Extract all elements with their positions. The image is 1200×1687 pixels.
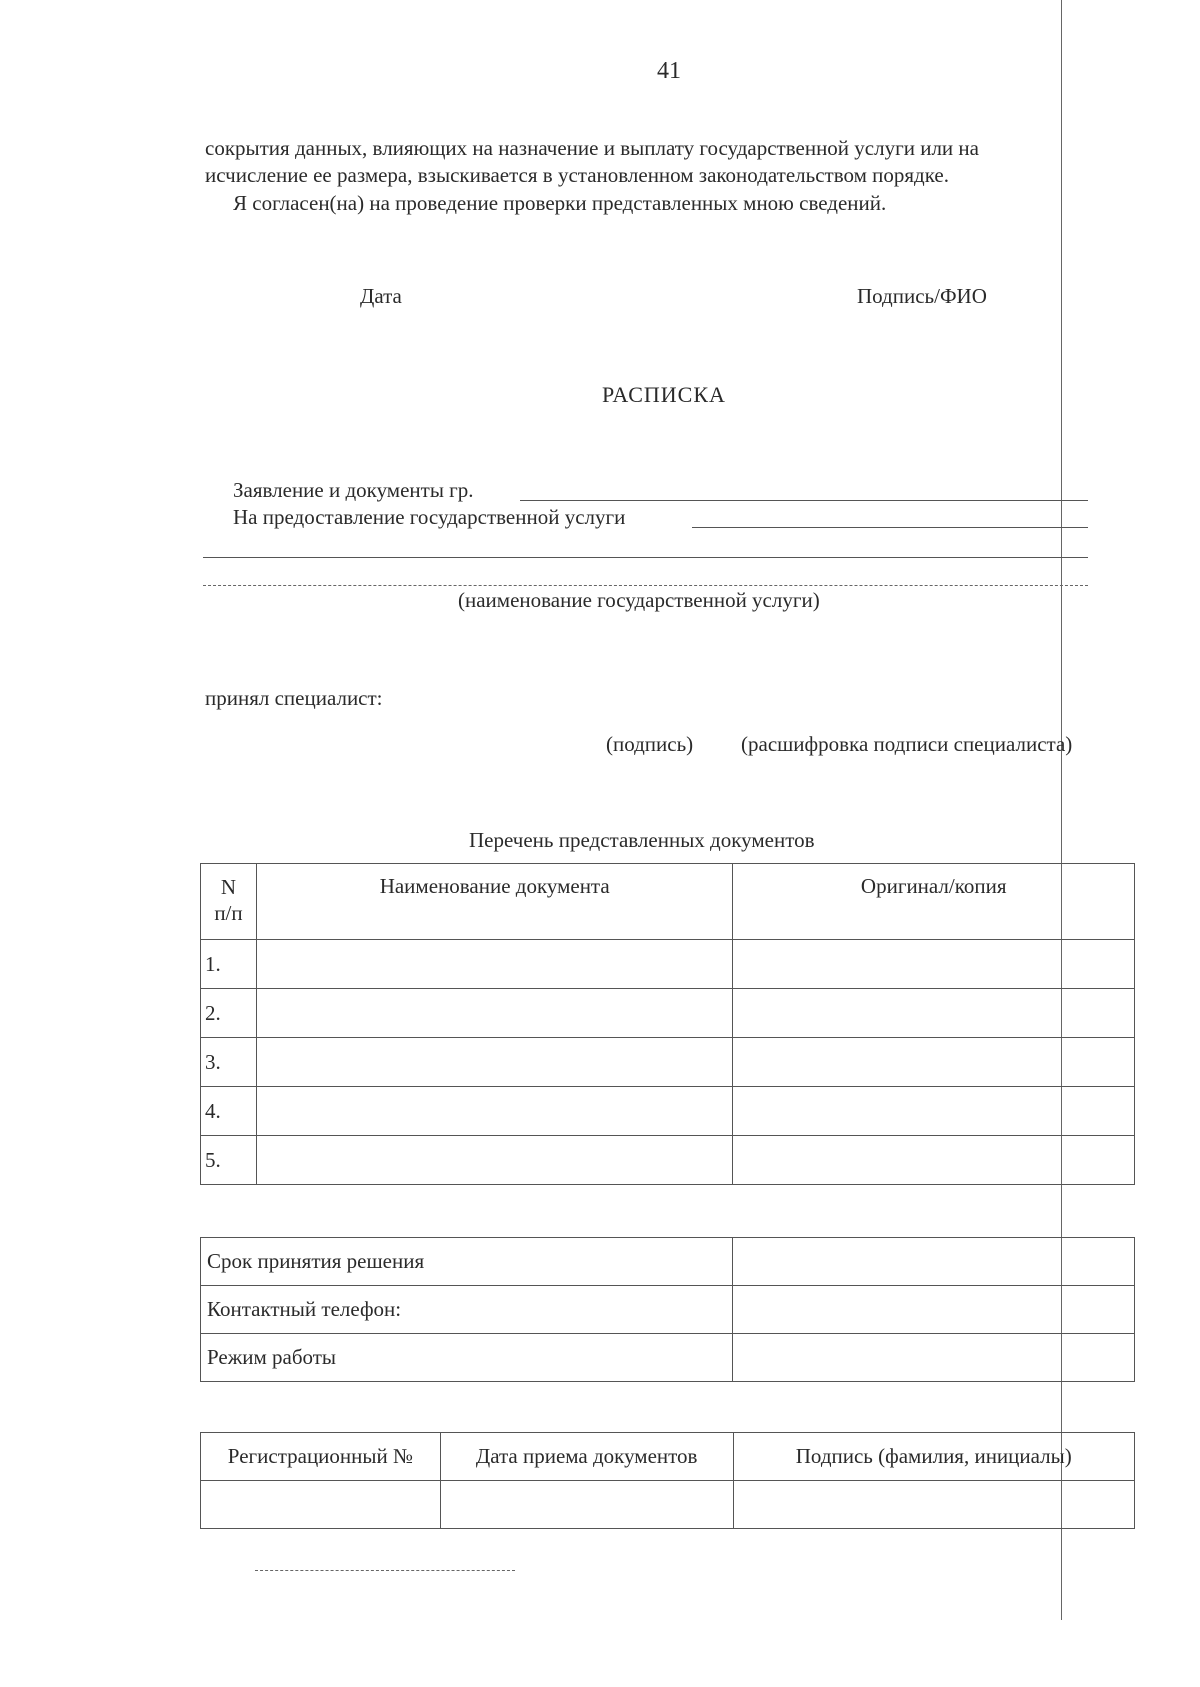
row-num: 5.	[201, 1136, 257, 1185]
service-label: На предоставление государственной услуги	[233, 505, 626, 529]
row-orig-copy[interactable]	[733, 1136, 1135, 1185]
header-reg-no: Регистрационный №	[201, 1433, 441, 1481]
info-label-deadline: Срок принятия решения	[201, 1238, 733, 1286]
table-row	[201, 1087, 1135, 1136]
bottom-separator	[255, 1570, 515, 1571]
row-doc-name[interactable]	[256, 940, 732, 989]
documents-table	[200, 863, 1135, 1185]
service-fill-line	[692, 527, 1088, 528]
row-orig-copy[interactable]	[733, 1038, 1135, 1087]
service-name-line-1	[203, 557, 1088, 558]
info-value-phone[interactable]	[733, 1286, 1135, 1334]
applicant-fill-line	[520, 500, 1088, 501]
info-label-phone: Контактный телефон:	[201, 1286, 733, 1334]
table-row	[201, 1038, 1135, 1087]
receipt-date-value[interactable]	[440, 1481, 733, 1529]
info-table	[200, 1237, 1135, 1382]
service-caption: (наименование государственной услуги)	[458, 588, 820, 612]
header-receipt-date: Дата приема документов	[440, 1433, 733, 1481]
intro-line-2: исчисление ее размера, взыскивается в установленном законодательством порядке.	[205, 163, 949, 187]
table-row	[201, 1334, 1135, 1382]
table-row	[201, 989, 1135, 1038]
info-label-hours: Режим работы	[201, 1334, 733, 1382]
row-num: 2.	[201, 989, 257, 1038]
table-row	[201, 1481, 1135, 1529]
intro-line-3: Я согласен(на) на проведение проверки представленных мною сведений.	[233, 191, 887, 215]
row-doc-name[interactable]	[256, 1136, 732, 1185]
registration-table	[200, 1432, 1135, 1529]
page-number: 41	[657, 58, 681, 84]
row-doc-name[interactable]	[256, 989, 732, 1038]
header-num: N п/п	[201, 864, 257, 940]
row-num: 3.	[201, 1038, 257, 1087]
table-row	[201, 940, 1135, 989]
accepted-label: принял специалист:	[205, 686, 383, 710]
signature-caption: (подпись)	[606, 732, 694, 756]
table-row	[201, 1286, 1135, 1334]
table-row	[201, 1136, 1135, 1185]
intro-line-1: сокрытия данных, влияющих на назначение и выплату государственной услуги или на	[205, 136, 979, 160]
header-orig-copy: Оригинал/копия	[733, 864, 1135, 940]
signature-value[interactable]	[733, 1481, 1134, 1529]
documents-title: Перечень представленных документов	[469, 828, 815, 852]
applicant-label: Заявление и документы гр.	[233, 478, 474, 502]
header-doc-name: Наименование документа	[256, 864, 732, 940]
receipt-title: РАСПИСКА	[602, 382, 726, 407]
info-value-deadline[interactable]	[733, 1238, 1135, 1286]
service-name-line-2	[203, 585, 1088, 586]
row-orig-copy[interactable]	[733, 1087, 1135, 1136]
row-orig-copy[interactable]	[733, 940, 1135, 989]
signature-decode-caption: (расшифровка подписи специалиста)	[741, 732, 1073, 756]
row-doc-name[interactable]	[256, 1038, 732, 1087]
registration-header-row	[201, 1433, 1135, 1481]
table-row	[201, 1238, 1135, 1286]
reg-no-value[interactable]	[201, 1481, 441, 1529]
signature-fio-label: Подпись/ФИО	[857, 284, 987, 308]
row-num: 1.	[201, 940, 257, 989]
documents-header-row	[201, 864, 1135, 940]
row-orig-copy[interactable]	[733, 989, 1135, 1038]
date-label: Дата	[360, 284, 402, 308]
row-doc-name[interactable]	[256, 1087, 732, 1136]
row-num: 4.	[201, 1087, 257, 1136]
header-signature: Подпись (фамилия, инициалы)	[733, 1433, 1134, 1481]
info-value-hours[interactable]	[733, 1334, 1135, 1382]
